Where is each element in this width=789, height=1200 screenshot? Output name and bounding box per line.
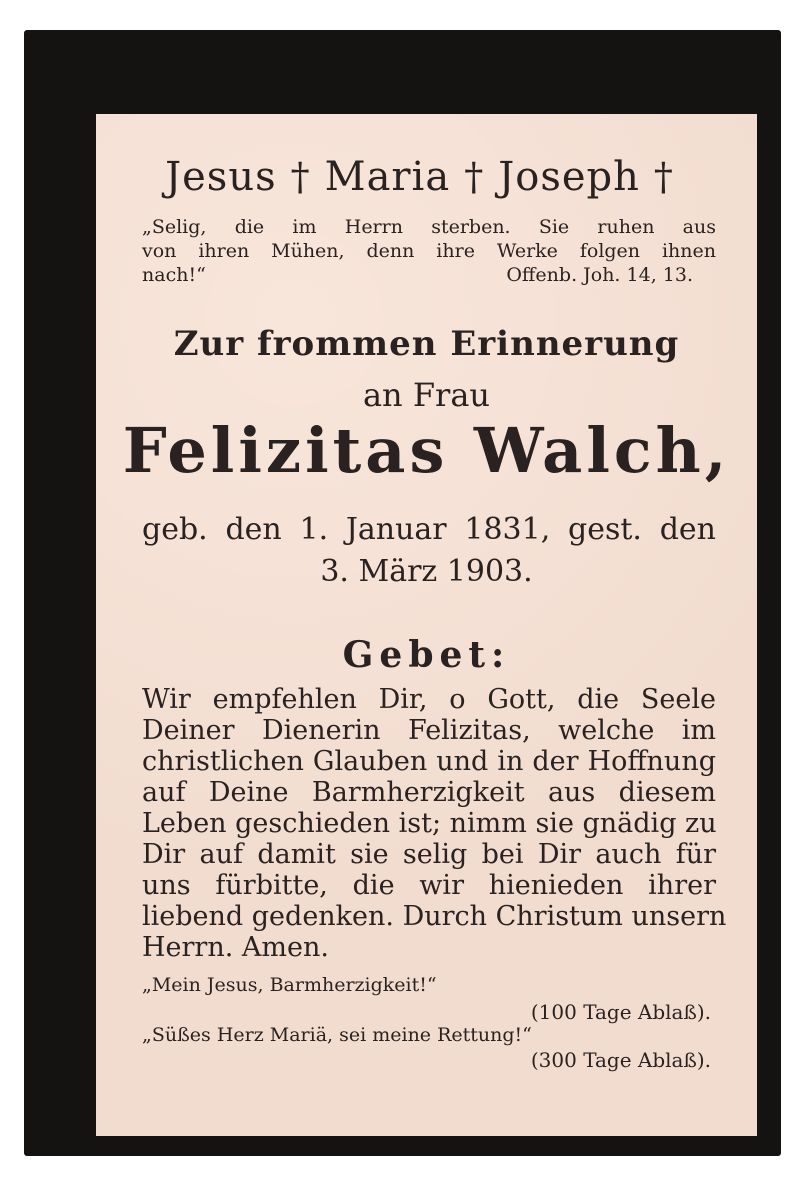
header-holy-names — [96, 154, 757, 200]
header-name-joseph: Joseph — [498, 154, 640, 200]
life-dates-line-1: geb. den 1. Januar 1831, gest. den — [142, 512, 716, 547]
prayer-line: Deiner Dienerin Felizitas, welche im — [142, 715, 716, 746]
bible-verse-line-3: nach!“ — [142, 264, 206, 286]
cross-icon: † — [290, 155, 311, 199]
prayer-line: Wir empfehlen Dir, o Gott, die Seele — [142, 684, 716, 715]
memorial-card-paper — [96, 114, 757, 1136]
prayer-line: auf Deine Barmherzigkeit aus diesem — [142, 777, 716, 808]
memorial-to: an Frau — [362, 376, 491, 414]
ejaculation-text: „Süßes Herz Mariä, sei meine Rettung!“ — [142, 1024, 532, 1046]
prayer-line: Herrn. Amen. — [142, 932, 329, 963]
indulgence-note: (100 Tage Ablaß). — [530, 1000, 711, 1024]
prayer-line: uns fürbitte, die wir hienieden ihrer — [142, 870, 716, 901]
memorial-heading: Zur frommen Erinnerung — [173, 324, 680, 364]
prayer-line: Dir auf damit sie selig bei Dir auch für — [142, 839, 716, 870]
prayer-line: christlichen Glauben und in der Hoffnung — [142, 746, 716, 777]
bible-verse-line-1: „Selig, die im Herrn sterben. Sie ruhen aus — [142, 216, 716, 238]
indulgence-note: (300 Tage Ablaß). — [530, 1048, 711, 1072]
life-dates-line-2: 3. März 1903. — [320, 554, 533, 589]
ejaculation-text: „Mein Jesus, Barmherzigkeit!“ — [142, 974, 437, 996]
bible-verse-line-2: von ihren Mühen, denn ihre Werke folgen ihnen — [142, 240, 716, 262]
deceased-name: Felizitas Walch, — [122, 414, 731, 487]
header-name-jesus: Jesus — [165, 154, 277, 200]
prayer-line: liebend gedenken. Durch Christum unsern — [142, 901, 727, 932]
cross-icon: † — [464, 155, 485, 199]
bible-verse-reference: Offenb. Joh. 14, 13. — [506, 264, 693, 286]
prayer-title: Gebet: — [342, 634, 511, 676]
prayer-line: Leben geschieden ist; nimm sie gnädig zu — [142, 808, 717, 839]
header-name-maria: Maria — [324, 154, 451, 200]
cross-icon: † — [653, 155, 674, 199]
mourning-card-border — [24, 30, 781, 1156]
